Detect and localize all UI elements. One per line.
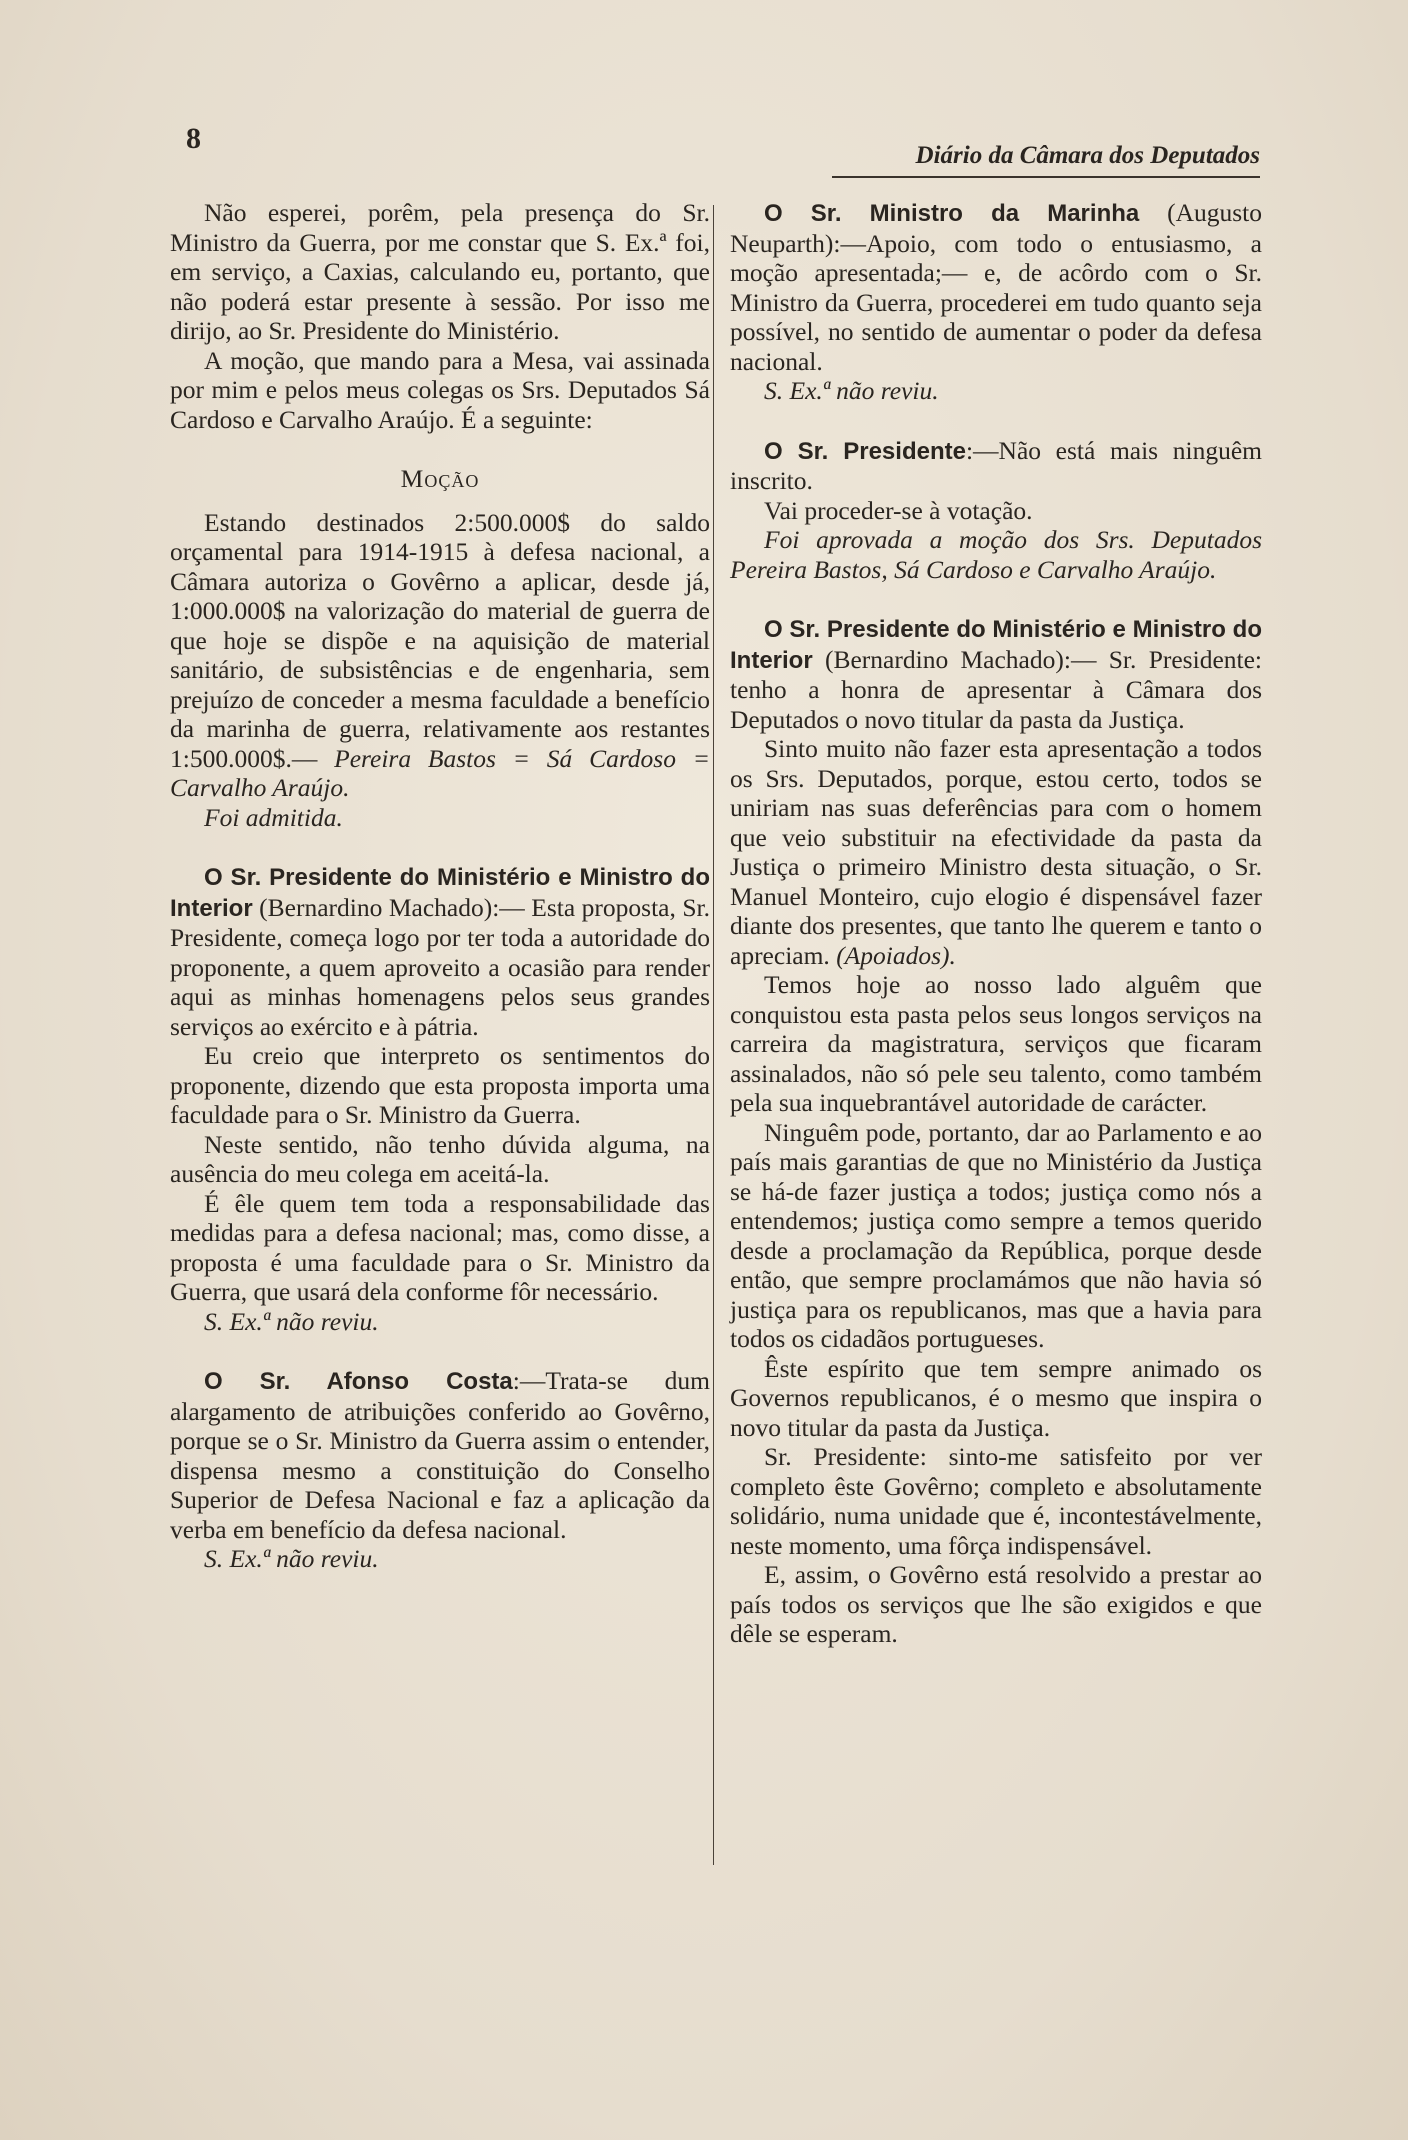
speech-intro bbox=[730, 198, 1262, 376]
paragraph: E, assim, o Govêrno está resolvido a prestar ao país todos os serviços que lhe são exigidos e que dêle se esperam. bbox=[730, 1560, 1262, 1648]
paragraph: Eu creio que interpreto os sentimentos do proponente, dizendo que esta proposta importa uma faculdade para o Sr. Ministro da Guerra. bbox=[170, 1041, 710, 1129]
speech-text: (Augusto Neuparth):—Apoio, com todo o entusiasmo, a moção apresentada;— e, de acôrdo com o Sr. Ministro da Guerra, procederei em tudo quanto seja possível, no sentido de aumentar o poder da defesa nacional. bbox=[730, 198, 1262, 376]
vote-result: Foi aprovada a moção dos Srs. Deputados Pereira Bastos, Sá Cardoso e Carvalho Araújo. bbox=[730, 525, 1262, 584]
left-column bbox=[170, 198, 710, 1574]
page-number: 8 bbox=[186, 122, 201, 155]
speech-intro bbox=[170, 862, 710, 1041]
paragraph: Êste espírito que tem sempre animado os Governos republicanos, é o mesmo que inspira o novo titular da pasta da Justiça. bbox=[730, 1353, 1262, 1442]
motion-text bbox=[170, 508, 710, 803]
paragraph: Não esperei, porêm, pela presença do Sr. Ministro da Guerra, por me constar que S. Ex.ª foi, em serviço, a Caxias, calculando eu, portanto, que não poderá estar presente à sessão. Por isso me dirijo, ao Sr. Presidente do Ministério. bbox=[170, 198, 710, 345]
speaker-detail: (Bernardino Machado):— bbox=[259, 892, 525, 922]
paragraph: Temos hoje ao nosso lado alguêm que conquistou esta pasta pelos seus longos serviços na carreira da magistratura, serviços que ficaram assinalados, não só pele seu talento, como também pela sua inquebrantável autoridade de carácter. bbox=[730, 970, 1262, 1117]
right-column bbox=[730, 198, 1262, 1649]
paragraph: É êle quem tem toda a responsabilidade das medidas para a defesa nacional; mas, como disse, a proposta é uma faculdade para o Sr. Ministro da Guerra, que usará dela conforme fôr necessário. bbox=[170, 1188, 710, 1306]
speaker-name: O Sr. Afonso Costa bbox=[204, 1368, 513, 1395]
revision-note: S. Ex.ª não reviu. bbox=[204, 1544, 379, 1573]
speech-intro bbox=[730, 436, 1262, 496]
revision-note: S. Ex.ª não reviu. bbox=[764, 376, 939, 405]
speaker-name: O Sr. Presidente do Ministério e Ministro do Interior bbox=[170, 864, 710, 922]
speaker-detail: (Bernardino Machado):— bbox=[824, 644, 1097, 674]
speech-text: Sr. Presidente: tenho a honra de apresentar à Câmara dos Deputados o novo titular da pasta da Justiça. bbox=[730, 644, 1262, 734]
speech-text: :—Trata-se dum alargamento de atribuições conferido ao Govêrno, porque se o Sr. Ministro da Guerra assim o entender, dispensa mesmo a constituição do Conselho Superior de Defesa Nacional e faz a aplicação da verba em benefício da defesa nacional. bbox=[170, 1366, 711, 1544]
reaction: (Apoiados). bbox=[836, 940, 956, 970]
speech-text: Esta proposta, Sr. Presidente, começa logo por ter toda a autoridade do proponente, a quem aproveito a ocasião para render aqui as minhas homenagens pelos seus grandes serviços ao exército e à pátria. bbox=[170, 892, 710, 1041]
paragraph: Ninguêm pode, portanto, dar ao Parlamento e ao país mais garantias de que no Ministério da Justiça se há-de fazer justiça a todos; justiça como nós a entendemos; justiça como sempre a temos querido desde a proclamação da República, porque desde então, que sempre proclamámos que não havia só justiça para os republicanos, mas que a havia para todos os cidadãos portugueses. bbox=[730, 1117, 1262, 1353]
motion-admitted: Foi admitida. bbox=[204, 802, 343, 832]
paragraph: Neste sentido, não tenho dúvida alguma, na ausência do meu colega em aceitá-la. bbox=[170, 1129, 710, 1188]
paragraph-text: Sinto muito não fazer esta apresentação a todos os Srs. Deputados, porque, estou certo, todos se uniriam nas suas deferências para com o homem que veio substituir na efectividade da pasta da Justiça o primeiro Ministro desta situação, o Sr. Manuel Monteiro, cujo elogio é dispensável fazer diante dos presentes, que tanto lhe querem e tanto o apreciam. bbox=[730, 734, 1262, 970]
column-divider bbox=[713, 205, 714, 1865]
speaker-name: O Sr. Presidente bbox=[764, 437, 966, 465]
motion-signatures: Pereira Bastos = Sá Cardoso = Carvalho Araújo. bbox=[170, 743, 710, 802]
paragraph: Vai proceder-se à votação. bbox=[764, 495, 1033, 525]
motion-title: Moção bbox=[400, 464, 480, 493]
speech-intro bbox=[730, 614, 1262, 734]
paragraph: A moção, que mando para a Mesa, vai assinada por mim e pelos meus colegas os Srs. Deputados Sá Cardoso e Carvalho Araújo. É a seguinte: bbox=[170, 345, 710, 434]
running-title: Diário da Câmara dos Deputados bbox=[915, 142, 1260, 169]
paragraph bbox=[730, 734, 1262, 970]
speaker-name: O Sr. Presidente do Ministério e Ministro do Interior bbox=[730, 616, 1262, 674]
speech-intro bbox=[170, 1366, 710, 1544]
paragraph: Sr. Presidente: sinto-me satisfeito por ver completo êste Govêrno; completo e absolutamente solidário, numa unidade que é, incontestávelmente, neste momento, uma fôrça indispensável. bbox=[730, 1442, 1262, 1560]
revision-note: S. Ex.ª não reviu. bbox=[204, 1306, 379, 1336]
motion-body: Estando destinados 2:500.000$ do saldo orçamental para 1914-1915 à defesa nacional, a Câmara autoriza o Govêrno a aplicar, desde já, 1:000.000$ na valorização do material de guerra de que hoje se dispõe e na aquisição de material sanitário, de subsistências e de engenharia, sem prejuízo de conceder a mesma faculdade a benefício da marinha de guerra, relativamente aos restantes 1:500.000$.— bbox=[170, 507, 710, 773]
speaker-name: O Sr. Ministro da Marinha bbox=[764, 200, 1140, 227]
speech-text: :—Não está mais ninguêm inscrito. bbox=[730, 435, 1262, 495]
header-rule bbox=[832, 176, 1260, 178]
